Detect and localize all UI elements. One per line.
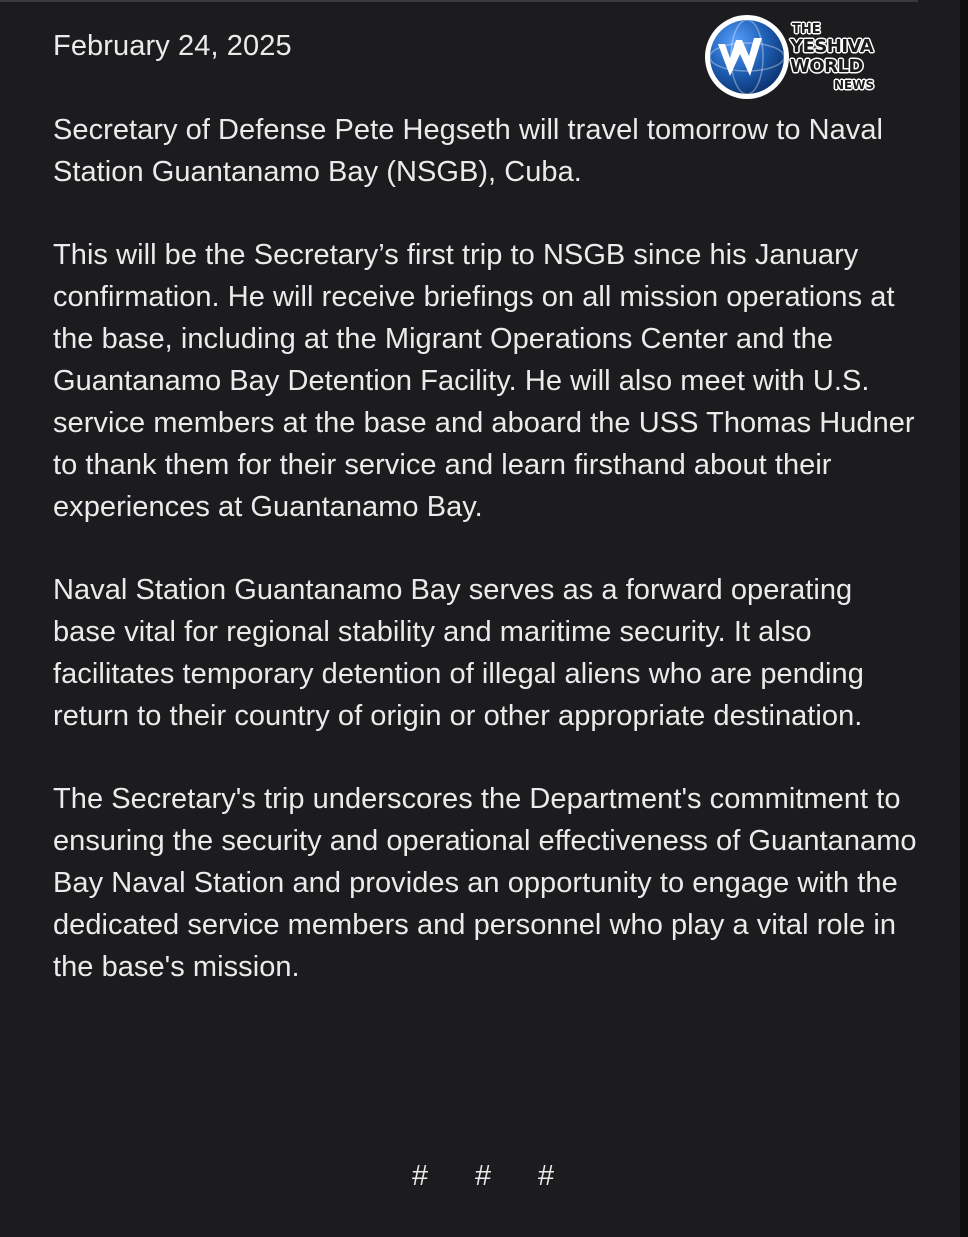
watermark-logo — [704, 14, 890, 100]
end-mark: # — [412, 1160, 429, 1192]
logo-word-world: WORLD — [790, 56, 863, 77]
globe-logo-icon — [704, 14, 790, 100]
logo-wordmark — [788, 22, 890, 102]
paragraph-announcement: Secretary of Defense Pete Hegseth will travel tomorrow to Naval Station Guantanamo Bay (NSGB), Cuba. — [53, 114, 884, 188]
end-mark: # — [538, 1160, 555, 1192]
press-release-body — [53, 109, 921, 1029]
logo-word-yeshiva: YESHIVA — [790, 36, 874, 57]
end-mark: # — [475, 1160, 492, 1192]
logo-word-the: THE — [792, 22, 821, 37]
press-release-date: February 24, 2025 — [53, 30, 292, 62]
paragraph-trip-details: This will be the Secretary’s first trip to NSGB since his January confirmation. He will receive briefings on all mission operations at the base, including at the Migrant Operations Center and the Guantanamo Bay Detention Facility. He will also meet with U.S. service members at the base and aboard the USS Thomas Hudner to thank them for their service and learn firsthand about their experiences at Guantanamo Bay. — [53, 239, 915, 523]
paragraph-commitment: The Secretary's trip underscores the Department's commitment to ensuring the security and operational effectiveness of Guantanamo Bay Naval Station and provides an opportunity to engage with the dedicated service members and personnel who play a vital role in the base's mission. — [53, 783, 917, 983]
paragraph-base-role: Naval Station Guantanamo Bay serves as a forward operating base vital for regional stability and maritime security. It also facilitates temporary detention of illegal aliens who are pending return to their country of origin or other appropriate destination. — [53, 574, 864, 732]
end-of-release-marks — [0, 1156, 968, 1196]
logo-word-news: NEWS — [834, 78, 875, 92]
top-divider — [0, 0, 918, 2]
screen-edge — [960, 0, 968, 1237]
